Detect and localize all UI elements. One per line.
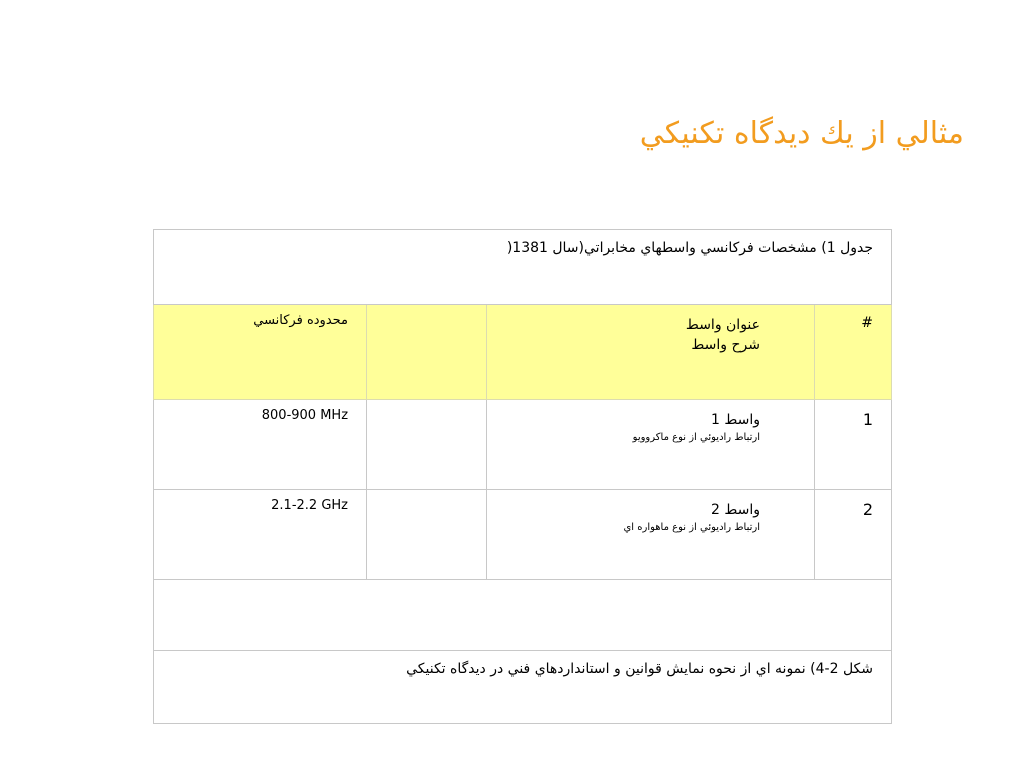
table-row [154, 490, 892, 580]
row-media-title: واسط 1 [710, 412, 761, 428]
row-frequency-value: 800-900 MHz [261, 408, 349, 423]
frequency-spec-table [153, 229, 892, 724]
row-media [487, 400, 815, 490]
row-frequency [154, 490, 367, 580]
row-frequency [154, 400, 367, 490]
figure-caption: شكل 2-4) نمونه اي از نحوه نمايش قوانين و استانداردهاي فني در ديدگاه تكنيكي [154, 651, 892, 724]
table-caption-row [154, 230, 892, 305]
row-blank [367, 490, 487, 580]
table-header-row [154, 305, 892, 400]
header-title-line2: شرح واسط [691, 337, 761, 353]
row-media [487, 490, 815, 580]
row-media-description: ارتباط راديوئي از نوع ماهواره اي [623, 522, 761, 533]
table-empty-row [154, 580, 892, 651]
row-media-title: واسط 2 [710, 502, 761, 518]
row-media-description: ارتباط راديوئي از نوع ماكروويو [632, 432, 761, 443]
table-footer-row [154, 651, 892, 724]
slide-title: مثالي از يك ديدگاه تكنيكي [639, 116, 964, 151]
table-caption: جدول 1) مشخصات فركانسي واسطهاي مخابراتي(سال 1381( [154, 230, 892, 305]
header-title [487, 305, 815, 400]
header-frequency: محدوده فركانسي [154, 305, 367, 400]
row-number: 2 [815, 490, 892, 580]
header-title-line1: عنوان واسط [685, 317, 761, 333]
empty-cell [154, 580, 892, 651]
table-row [154, 400, 892, 490]
header-blank [367, 305, 487, 400]
row-blank [367, 400, 487, 490]
header-number: # [815, 305, 892, 400]
row-number: 1 [815, 400, 892, 490]
row-frequency-value: 2.1-2.2 GHz [271, 498, 349, 513]
